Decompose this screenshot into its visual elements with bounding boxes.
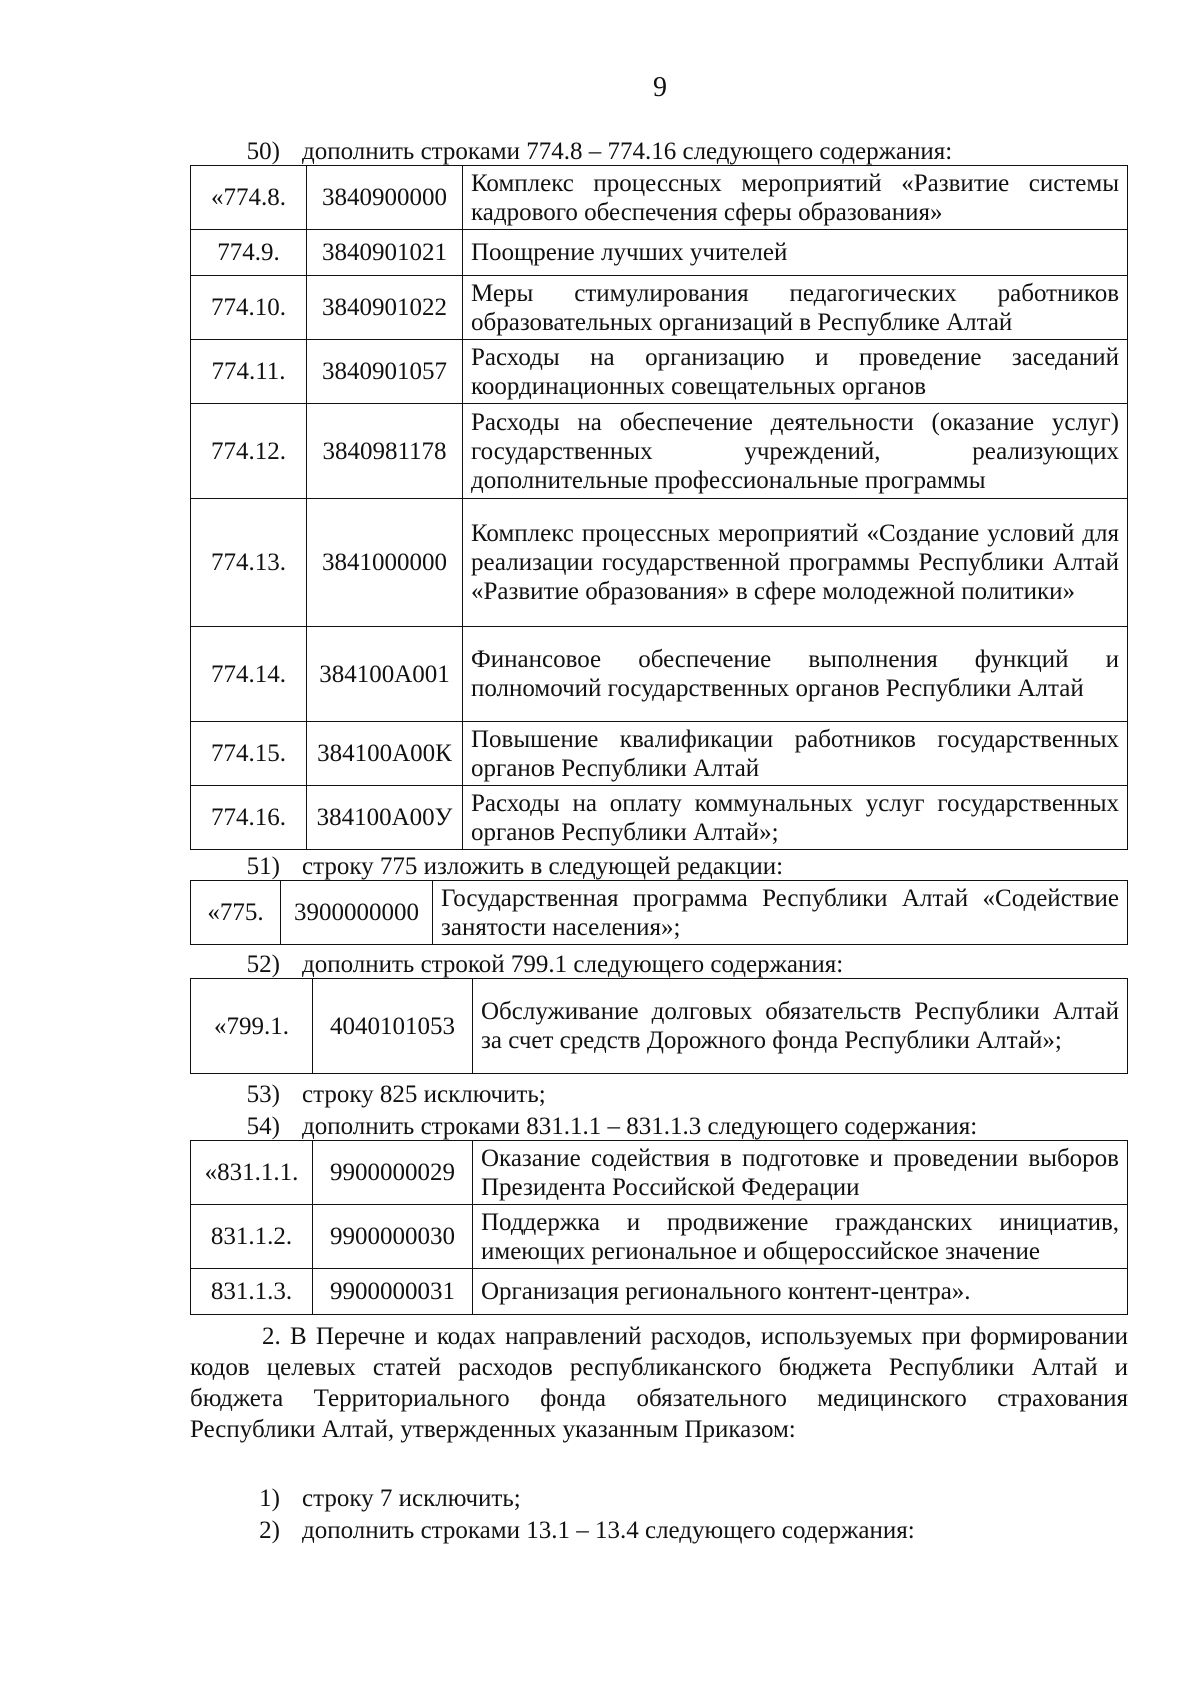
- list-item-number: 2): [259, 1517, 280, 1544]
- list-item-number: 50): [246, 138, 280, 165]
- table-row: [191, 166, 1128, 230]
- list-item-text: дополнить строками 831.1.1 – 831.1.3 следующего содержания:: [302, 1113, 978, 1140]
- row-code: 9900000031: [313, 1269, 473, 1315]
- row-description: Меры стимулирования педагогических работников образовательных организаций в Республике Алтай: [463, 276, 1128, 340]
- table-row: [191, 404, 1128, 499]
- row-number: 774.13.: [191, 499, 307, 627]
- list-item-number: 51): [246, 853, 280, 880]
- row-code: 3900000000: [281, 881, 433, 945]
- row-code: 3840901057: [307, 340, 463, 404]
- row-description: Поддержка и продвижение гражданских инициатив, имеющих региональное и общероссийское значение: [473, 1205, 1128, 1269]
- row-number: «799.1.: [191, 979, 313, 1074]
- row-number: 774.9.: [191, 230, 307, 276]
- table-row: [191, 881, 1128, 945]
- table-row: [191, 627, 1128, 722]
- row-number: 774.11.: [191, 340, 307, 404]
- row-number: 831.1.2.: [191, 1205, 313, 1269]
- row-description: Поощрение лучших учителей: [463, 230, 1128, 276]
- row-number: 774.14.: [191, 627, 307, 722]
- list-item-text: дополнить строками 774.8 – 774.16 следующего содержания:: [302, 138, 953, 165]
- row-code: 384100А00К: [307, 722, 463, 786]
- row-number: 774.15.: [191, 722, 307, 786]
- table-row: [191, 340, 1128, 404]
- table-row: [191, 230, 1128, 276]
- table-775: [190, 880, 1128, 945]
- row-code: 3840900000: [307, 166, 463, 230]
- table-row: [191, 722, 1128, 786]
- row-number: 831.1.3.: [191, 1269, 313, 1315]
- row-number: «831.1.1.: [191, 1141, 313, 1205]
- paragraph-2: 2. В Перечне и кодах направлений расходов, используемых при формировании кодов целевых статей расходов республиканского бюджета Республики Алтай и бюджета Территориального фонда обязательного медицинского страхования Республики Алтай, утвержденных указанным Приказом:: [190, 1323, 1128, 1443]
- table-row: [191, 1205, 1128, 1269]
- list-item-text: дополнить строкой 799.1 следующего содержания:: [302, 951, 844, 978]
- row-description: Комплекс процессных мероприятий «Создание условий для реализации государственной программы Республики Алтай «Развитие образования» в сфере молодежной политики»: [463, 499, 1128, 627]
- row-code: 3840901021: [307, 230, 463, 276]
- row-number: «774.8.: [191, 166, 307, 230]
- row-description: Обслуживание долговых обязательств Республики Алтай за счет средств Дорожного фонда Республики Алтай»;: [473, 979, 1128, 1074]
- row-description: Расходы на организацию и проведение заседаний координационных совещательных органов: [463, 340, 1128, 404]
- list-item-text: строку 775 изложить в следующей редакции:: [302, 853, 784, 880]
- page-number: 9: [653, 72, 667, 103]
- row-description: Комплекс процессных мероприятий «Развитие системы кадрового обеспечения сферы образования»: [463, 166, 1128, 230]
- list-item-number: 53): [246, 1081, 280, 1108]
- table-774: [190, 165, 1128, 850]
- row-description: Расходы на оплату коммунальных услуг государственных органов Республики Алтай»;: [463, 786, 1128, 850]
- row-code: 3840901022: [307, 276, 463, 340]
- row-number: 774.16.: [191, 786, 307, 850]
- row-number: «775.: [191, 881, 281, 945]
- row-number: 774.10.: [191, 276, 307, 340]
- row-code: 3841000000: [307, 499, 463, 627]
- row-code: 3840981178: [307, 404, 463, 499]
- row-description: Оказание содействия в подготовке и проведении выборов Президента Российской Федерации: [473, 1141, 1128, 1205]
- row-description: Государственная программа Республики Алтай «Содействие занятости населения»;: [433, 881, 1128, 945]
- row-code: 9900000029: [313, 1141, 473, 1205]
- row-number: 774.12.: [191, 404, 307, 499]
- table-row: [191, 276, 1128, 340]
- row-code: 384100А001: [307, 627, 463, 722]
- list-item-number: 54): [246, 1113, 280, 1140]
- row-description: Организация регионального контент-центра».: [473, 1269, 1128, 1315]
- table-row: [191, 1141, 1128, 1205]
- list-item-text: дополнить строками 13.1 – 13.4 следующего содержания:: [302, 1517, 915, 1544]
- row-description: Финансовое обеспечение выполнения функций и полномочий государственных органов Республики Алтай: [463, 627, 1128, 722]
- table-799-1: [190, 978, 1128, 1074]
- list-item-number: 52): [246, 951, 280, 978]
- row-description: Повышение квалификации работников государственных органов Республики Алтай: [463, 722, 1128, 786]
- list-item-number: 1): [259, 1485, 280, 1512]
- row-description: Расходы на обеспечение деятельности (оказание услуг) государственных учреждений, реализующих дополнительные профессиональные программы: [463, 404, 1128, 499]
- row-code: 384100А00У: [307, 786, 463, 850]
- table-row: [191, 499, 1128, 627]
- list-item-text: строку 7 исключить;: [302, 1485, 521, 1512]
- list-item-text: строку 825 исключить;: [302, 1081, 546, 1108]
- table-row: [191, 786, 1128, 850]
- row-code: 4040101053: [313, 979, 473, 1074]
- table-row: [191, 1269, 1128, 1315]
- table-831: [190, 1140, 1128, 1315]
- row-code: 9900000030: [313, 1205, 473, 1269]
- table-row: [191, 979, 1128, 1074]
